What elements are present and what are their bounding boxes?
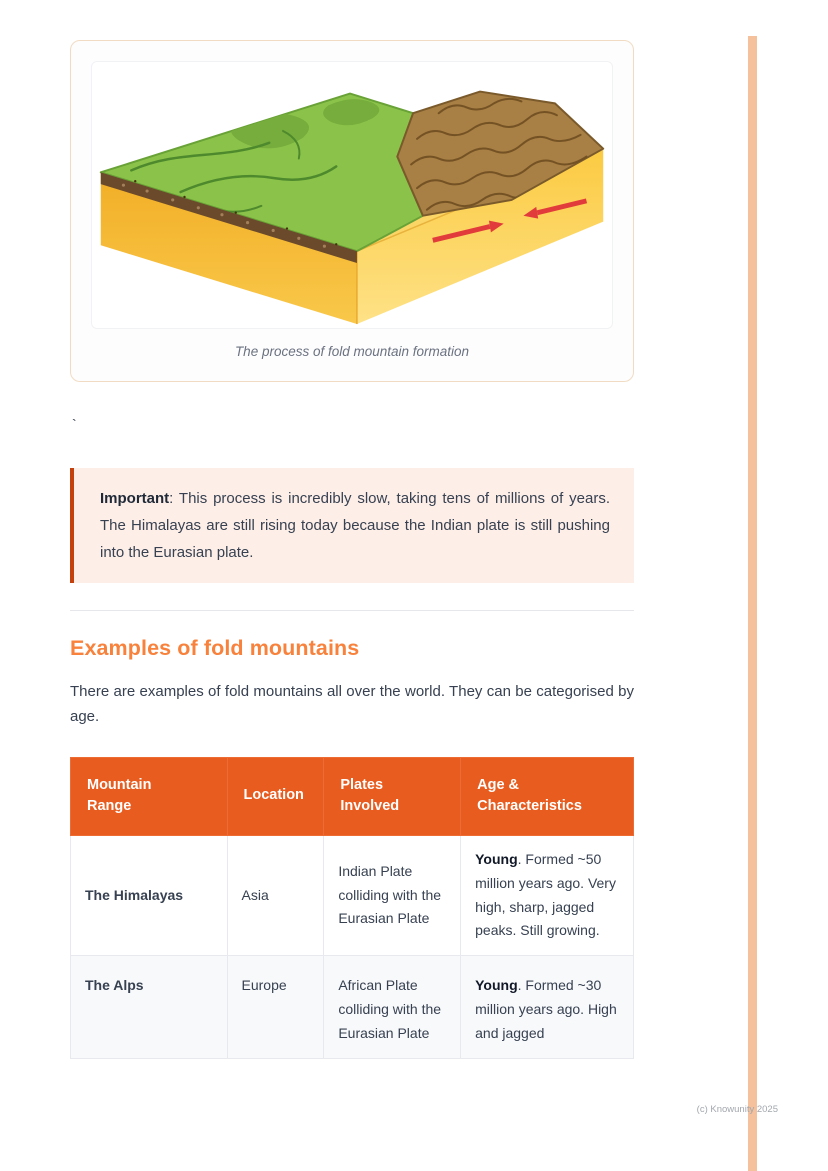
- cell-location: Europe: [227, 956, 324, 1058]
- col-header-location: [227, 757, 324, 836]
- col-header-mountain-range: [71, 757, 228, 836]
- col-header-plates-involved: [324, 757, 461, 836]
- col-header-label: Plates Involved: [340, 776, 400, 815]
- age-rest: . Formed ~30 million years ago. High and jagged: [475, 977, 617, 1041]
- cell-age-characteristics: [461, 956, 634, 1058]
- cell-mountain-range: The Himalayas: [71, 836, 228, 956]
- age-lead: Young: [475, 977, 518, 994]
- important-callout: [70, 468, 634, 583]
- side-accent-stripe: [748, 36, 757, 1171]
- age-lead: Young: [475, 851, 518, 867]
- col-header-label: Mountain Range: [87, 776, 152, 815]
- cell-age-characteristics: [461, 836, 634, 956]
- figure-card: [70, 40, 634, 382]
- watermark: (c) Knowunity 2025: [696, 1104, 778, 1115]
- table-row-himalayas: [71, 836, 634, 956]
- figure-image: [91, 61, 613, 329]
- cell-plates: Indian Plate colliding with the Eurasian Plate: [324, 836, 461, 956]
- table-row-alps: [71, 956, 634, 1058]
- col-header-age-characteristics: [461, 757, 634, 836]
- table-header-row: [71, 757, 634, 836]
- callout-label: Important: [100, 490, 170, 507]
- content-column: [70, 40, 634, 1059]
- callout-body: : This process is incredibly slow, taking tens of millions of years. The Himalayas are still rising today because the Indian plate is still pushing into the Eurasian plate.: [100, 490, 610, 561]
- cell-location: Asia: [227, 836, 324, 956]
- fold-mountain-illustration: [92, 62, 612, 328]
- fold-mountains-table: [70, 757, 634, 1059]
- callout-text: [100, 485, 610, 566]
- section-heading: Examples of fold mountains: [70, 636, 360, 660]
- figure-caption: The process of fold mountain formation: [234, 344, 470, 359]
- col-header-label: Location: [243, 787, 304, 804]
- col-header-label: Age & Characteristics: [477, 776, 582, 815]
- age-rest: . Formed ~50 million years ago. Very high, sharp, jagged peaks. Still growing.: [475, 851, 616, 939]
- section-divider: [70, 610, 634, 611]
- cell-plates: African Plate colliding with the Eurasian Plate: [324, 956, 461, 1058]
- section-intro: There are examples of fold mountains all over the world. They can be categorised by age.: [70, 683, 634, 725]
- cell-mountain-range: The Alps: [71, 956, 228, 1058]
- stray-backtick: `: [72, 416, 77, 432]
